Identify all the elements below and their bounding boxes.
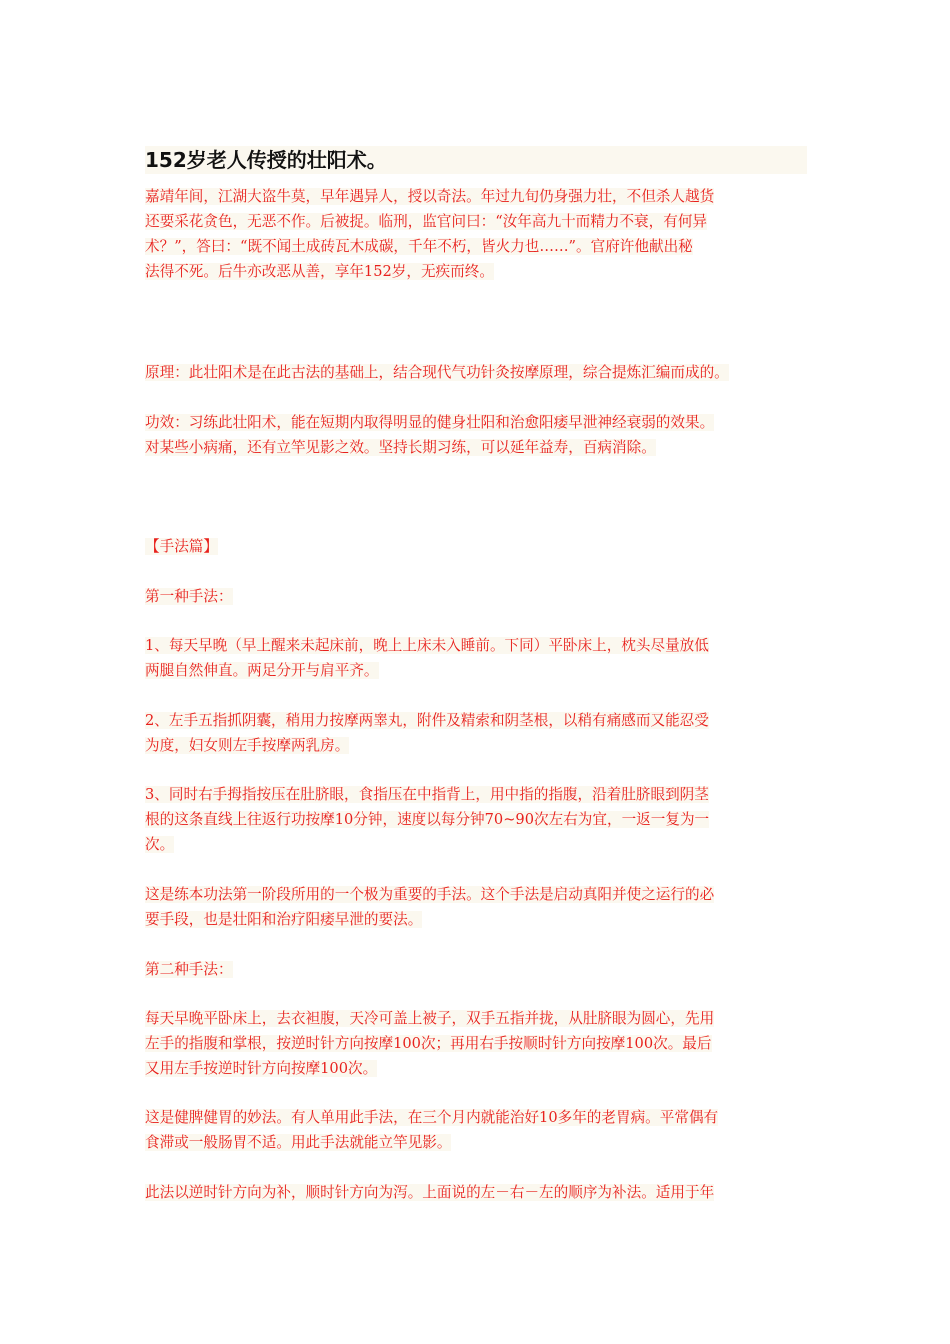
method2-line: 又用左手按逆时针方向按摩100次。 <box>145 1060 378 1077</box>
method1-note-line: 这是练本功法第一阶段所用的一个极为重要的手法。这个手法是启动真阳并使之运行的必 <box>145 886 715 903</box>
intro-line: 法得不死。后牛亦改恶从善，享年152岁，无疾而终。 <box>145 263 494 280</box>
step2-line: 为度，妇女则左手按摩两乳房。 <box>145 737 350 754</box>
method2-line: 左手的指腹和掌根，按逆时针方向按摩100次；再用右手按顺时针方向按摩100次。最后 <box>145 1035 712 1052</box>
effect-line: 对某些小病痛，还有立竿见影之效。坚持长期习练，可以延年益寿，百病消除。 <box>145 439 656 456</box>
intro-line: 嘉靖年间，江湖大盗牛莫，早年遇异人，授以奇法。年过九旬仍身强力壮，不但杀人越货 <box>145 188 715 205</box>
method2-note-line: 这是健脾健胃的妙法。有人单用此手法，在三个月内就能治好10多年的老胃病。平常偶有 <box>145 1109 719 1126</box>
method2-line: 每天早晚平卧床上，去衣袒腹，天冷可盖上被子，双手五指并拢，从肚脐眼为圆心，先用 <box>145 1010 715 1027</box>
method2-heading: 第二种手法： <box>145 961 233 978</box>
step3-line: 根的这条直线上往返行功按摩10分钟，速度以每分钟70~90次左右为宜，一返一复为一 <box>145 811 710 828</box>
step3-line: 次。 <box>145 836 175 853</box>
method1-note-line: 要手段，也是壮阳和治疗阳痿早泄的要法。 <box>145 911 423 928</box>
step3-line: 3、同时右手拇指按压在肚脐眼，食指压在中指背上，用中指的指腹，沿着肚脐眼到阴茎 <box>145 786 709 803</box>
principle-line: 原理：此壮阳术是在此古法的基础上，结合现代气功针灸按摩原理，综合提炼汇编而成的。 <box>145 364 729 381</box>
step2-line: 2、左手五指抓阴囊，稍用力按摩两睾丸，附件及精索和阴茎根，以稍有痛感而又能忍受 <box>145 712 709 729</box>
step1-line: 1、每天早晚（早上醒来未起床前，晚上上床未入睡前。下同）平卧床上，枕头尽量放低 <box>145 637 709 654</box>
document-title <box>145 146 807 174</box>
section-heading: 【手法篇】 <box>145 538 218 555</box>
step1-line: 两腿自然伸直。两足分开与肩平齐。 <box>145 662 379 679</box>
method2-note-line: 食滞或一般肠胃不适。用此手法就能立竿见影。 <box>145 1134 452 1151</box>
effect-line: 功效：习练此壮阳术，能在短期内取得明显的健身壮阳和治愈阳痿早泄神经衰弱的效果。 <box>145 414 715 431</box>
intro-line: 还要采花贪色，无恶不作。后被捉。临刑，监官问曰：“汝年高九十而精力不衰，有何异 <box>145 213 708 230</box>
method1-heading: 第一种手法： <box>145 588 233 605</box>
last-line: 此法以逆时针方向为补，顺时针方向为泻。上面说的左－右－左的顺序为补法。适用于年 <box>145 1184 715 1201</box>
intro-line: 术？”，答曰：“既不闻土成砖瓦木成碳，千年不朽，皆火力也……”。官府许他献出秘 <box>145 238 693 255</box>
title-text: 152岁老人传授的壮阳术。 <box>145 148 387 172</box>
